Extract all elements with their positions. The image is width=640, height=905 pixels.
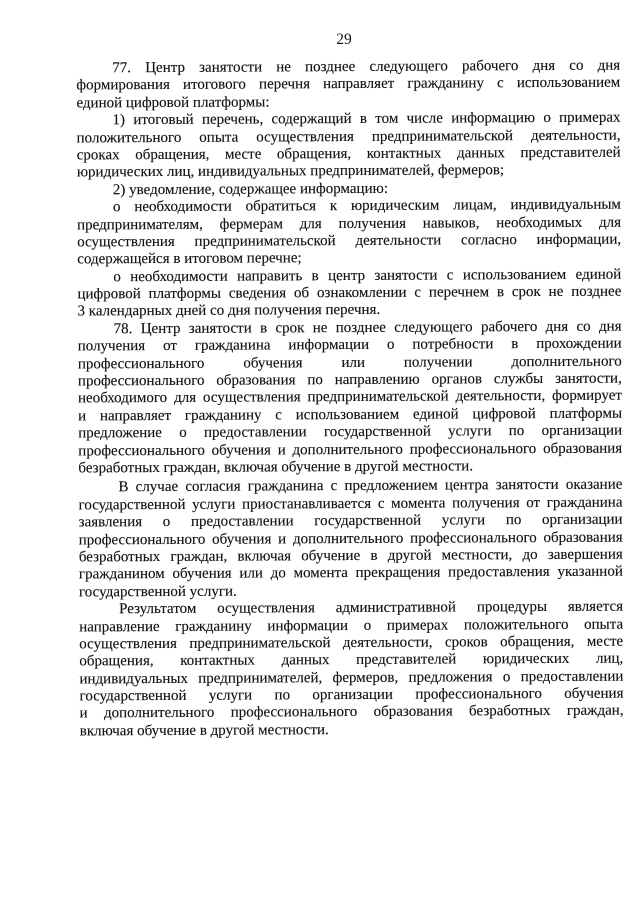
text-line: государственной услуги. (78, 583, 237, 601)
paragraph-result (79, 599, 624, 741)
text-line: В случае согласия гражданина с предложением центра занятости оказание (118, 476, 623, 496)
list-item-1 (76, 110, 620, 182)
text-line: профессионального обучения и дополнительного профессионального образования (78, 440, 623, 460)
text-line: государственной услуги приостанавливается с момента получения от гражданина (78, 494, 623, 514)
text-line: предпринимателям, фермерам для получения навыков, необходимых для (77, 214, 622, 233)
notification-item-acknowledge (77, 266, 621, 321)
text-line: и направляет гражданину с использованием единой цифровой платформы (78, 405, 623, 425)
paragraph-78 (78, 318, 623, 477)
text-line: необходимого для осуществления предпринимательской деятельности, формирует (77, 387, 622, 407)
text-line: осуществления предпринимательской деятельности, сроков обращения, месте (79, 633, 624, 653)
text-line: профессионального обучения или получении дополнительного (77, 353, 622, 373)
paragraph-consent (78, 477, 623, 602)
text-line: 1) итоговый перечень, содержащий в том числе информацию о примерах (112, 109, 621, 129)
text-line: 78. Центр занятости в срок не позднее следующего рабочего дня со дня (113, 318, 622, 338)
text-line: 2) уведомление, содержащее информацию: (112, 180, 389, 198)
text-line: предложение о предоставлении государственной услуги по организации (78, 422, 623, 442)
text-line: положительного опыта осуществления предпринимательской деятельности, (76, 127, 621, 146)
text-line: 77. Центр занятости не позднее следующего рабочего дня со дня (112, 57, 621, 77)
text-line: безработных граждан, включая обучение в другой местности, до завершения (78, 546, 623, 566)
text-line: заявления о предоставлении государственной услуги по организации (78, 511, 623, 531)
text-line: обращения, контактных данных представителей юридических лиц, (79, 650, 624, 670)
text-line: о необходимости направить в центр занятости с использованием единой (113, 266, 622, 285)
text-line: получения от гражданина информации о потребности в прохождении (77, 335, 622, 355)
text-line: содержащейся в итоговом перечне; (77, 250, 302, 268)
notification-item-contact (77, 197, 621, 269)
text-line: профессионального обучения и дополнительного профессионального образования (78, 529, 623, 548)
text-line: государственной услуги по организации профессионального обучения (79, 685, 624, 705)
text-line: включая обучение в другой местности. (79, 721, 329, 740)
text-line: осуществления предпринимательской деятельности согласно информации, (77, 231, 622, 251)
paragraph-77 (76, 58, 620, 113)
text-line: профессионального образования по направлению органов службы занятости, (77, 370, 622, 390)
text-line: цифровой платформы сведения об ознакомлении с перечнем в срок не позднее (77, 283, 622, 303)
text-line: единой цифровой платформы: (76, 94, 270, 112)
text-line: о необходимости обратиться к юридическим лицам, индивидуальным (112, 196, 621, 216)
text-line: сроках обращения, месте обращения, контактных данных представителей (76, 144, 621, 164)
text-line: направление гражданину информации о примерах положительного опыта (79, 616, 624, 635)
text-line: Результатом осуществления административной процедуры является (119, 598, 624, 618)
text-line: юридических лиц, индивидуальных предпринимателей, фермеров; (76, 162, 505, 181)
page-number: 29 (336, 31, 352, 48)
document-body (76, 58, 624, 741)
text-line: формирования итогового перечня направляет гражданину с использованием (76, 74, 621, 94)
text-line: и дополнительного профессионального образования безработных граждан, (79, 703, 624, 722)
text-line: гражданином обучения или до момента прекращения предоставления указанной (78, 563, 623, 583)
text-line: индивидуальных предпринимателей, фермеров, предложения о предоставлении (79, 668, 624, 688)
text-line: безработных граждан, включая обучение в другой местности. (78, 458, 474, 477)
text-line: 3 календарных дней со дня получения перечня. (77, 302, 381, 320)
